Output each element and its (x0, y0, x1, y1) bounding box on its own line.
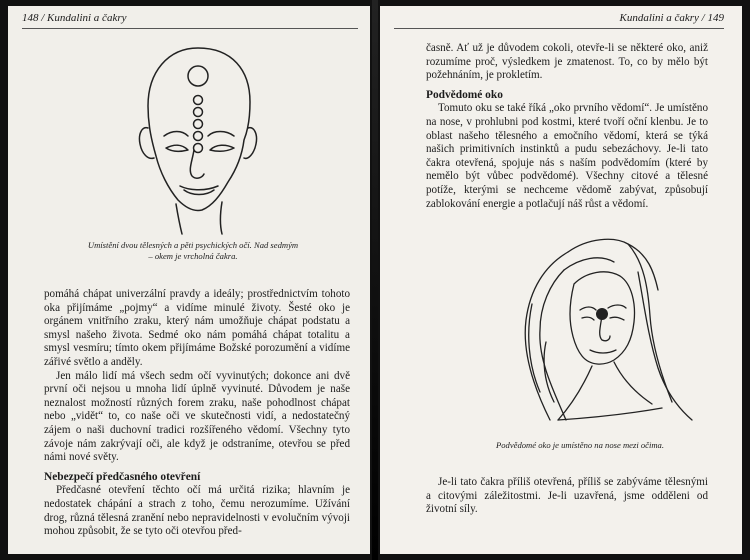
left-paragraph-1: pomáhá chápat univerzální pravdy a ideály; prostřednictvím tohoto oka přijímáme „pojmy“ a vidíme minulé životy. Šesté oko je orgánem vnitřního zraku, který nám umožňuje chápat podstatu a smysl našeho života. Sedmé oko nám pomáhá chápat totalitu a smysl vesmíru; tímto okem přijímáme Božské porozumění a vidíme zářivé světlo a anděly. (44, 288, 350, 368)
left-figure-caption (48, 240, 338, 262)
right-running-head: Kundalini a čakry / 149 (619, 12, 724, 24)
right-section-heading: Podvědomé oko (426, 88, 503, 101)
right-page (380, 6, 742, 554)
left-running-head: 148 / Kundalini a čakry (22, 12, 127, 24)
left-paragraph-2: Jen málo lidí má všech sedm očí vyvinutých; dokonce ani dvě první oči nejsou u mnoha lidí úplně vyvinuté. Důvodem je naše neznalost možností různých forem zraku, naše pohodlnost chápat nebo „vidět“ to, co naše oči ve skutečnosti vidí, a nedostatečný zájem o naši duchovní tradici rozšířeného vědomí. Všechny tyto závoje nám zakrývají oči, ale když je odstraníme, otevřou se před námi nové světy. (44, 369, 350, 464)
right-body-text-bottom (426, 476, 708, 517)
left-caption-line-2: – okem je vrcholná čakra. (148, 251, 238, 261)
woman-face-illustration (488, 232, 698, 428)
right-body-text-top (426, 42, 708, 211)
right-figure-caption: Podvědomé oko je umístěno na nose mezi očima. (495, 440, 664, 450)
bald-head-illustration (136, 44, 266, 236)
right-closing-paragraph: Je-li tato čakra příliš otevřená, příliš se zabýváme tělesnými a citovými záležitostmi. Je-li uzavřená, jsme odděleni od životní síly. (426, 476, 708, 516)
left-body-text (44, 288, 350, 539)
left-section-paragraph: Předčasné otevření těchto očí má určitá rizika; hlavním je nedostatek chápání a strach z toho, čemu nerozumíme. Užívání drog, různá tělesná zranění nebo nepravidelnosti v evolučním vývoji mohou způsobit, že se tyto oči otevřou před- (44, 484, 350, 538)
book-gutter (372, 0, 378, 560)
right-opening-paragraph: časně. Ať už je důvodem cokoli, otevře-li se některé oko, aniž rozumíme proč, výsledkem je zmatenost. To, co by mělo být požehnáním, je prokletím. (426, 42, 708, 82)
right-section-paragraph: Tomuto oku se také říká „oko prvního vědomí“. Je umístěno na nose, v prohlubni pod kostmi, které tvoří oční klenbu. Je to oblast našeho tělesného a emočního vědomí, která se týká našich primitivních instinktů a pudu sebezáchovy. Je-li tato čakra otevřená, spojuje nás s naším podvědomím (které by nemělo být vůbec podvědomé). Všechny citové a tělesné potíže, kterými se nechceme vědomě zabývat, způsobují zablokování energie a potlačují náš růst a vědomí. (426, 102, 708, 210)
left-head-rule (22, 28, 358, 29)
left-caption-line-1: Umístění dvou tělesných a pěti psychických očí. Nad sedmým (87, 240, 299, 250)
left-section-heading: Nebezpečí předčasného otevření (44, 470, 201, 483)
right-head-rule (394, 28, 724, 29)
left-page (8, 6, 370, 554)
